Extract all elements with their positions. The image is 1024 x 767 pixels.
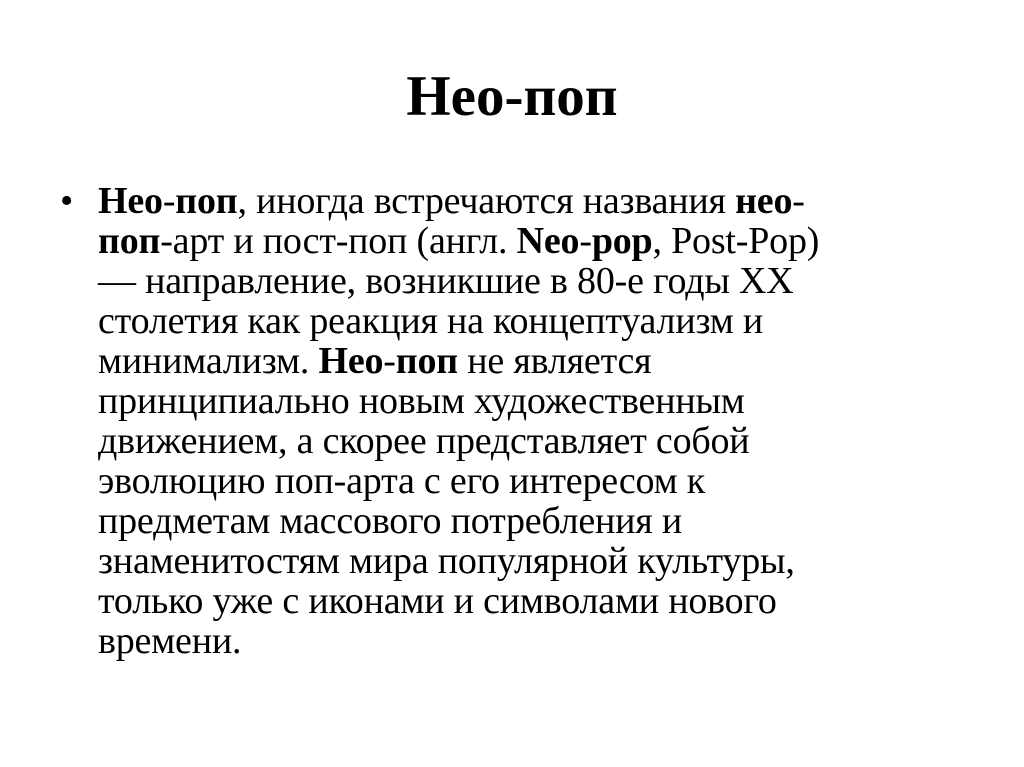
slide-title: Нео-поп: [406, 65, 618, 128]
text-line: [98, 220, 819, 262]
text-line: [98, 260, 793, 302]
text-segment: времени.: [98, 620, 242, 662]
text-segment: , иногда встречаются названия: [237, 180, 736, 222]
text-segment: -арт и пост-поп (англ.: [160, 220, 517, 262]
bold-term: поп: [98, 220, 161, 262]
text-segment: -: [162, 180, 176, 222]
bold-term: поп: [395, 340, 458, 382]
text-line: [98, 180, 805, 222]
text-segment: — направление, возникшие в 80-е годы XX: [98, 260, 794, 302]
text-segment: -: [792, 180, 805, 222]
text-segment: , Post-Pop): [652, 220, 820, 262]
bold-term: Нео: [98, 180, 163, 222]
bold-term: поп: [175, 180, 238, 222]
text-segment: -: [383, 340, 396, 382]
bold-term: Neo: [516, 220, 580, 262]
bold-term: Нео: [318, 340, 384, 382]
text-segment: -: [579, 220, 592, 262]
text-line: [98, 620, 241, 662]
text-line: [98, 300, 763, 342]
bullet-item: [60, 181, 910, 661]
text-segment: знаменитостям мира популярной культуры,: [98, 540, 795, 582]
text-segment: движением, а скорее представляет собой: [98, 420, 750, 462]
text-line: [98, 340, 651, 382]
bold-term: нео: [735, 180, 793, 222]
text-segment: столетия как реакция на концептуализм и: [98, 300, 764, 342]
text-line: [98, 540, 795, 582]
bold-term: pop: [591, 220, 653, 262]
text-segment: эволюцию поп-арта с его интересом к: [98, 460, 706, 502]
text-segment: принципиально новым художественным: [98, 380, 745, 422]
text-segment: не является: [457, 340, 652, 382]
text-line: [98, 460, 705, 502]
bullet-glyph: •: [60, 180, 74, 222]
text-line: [98, 420, 749, 462]
text-line: [98, 500, 682, 542]
text-segment: только уже с иконами и символами нового: [98, 580, 777, 622]
bullet-text: [98, 181, 910, 661]
text-line: [98, 380, 745, 422]
text-segment: предметам массового потребления и: [98, 500, 683, 542]
text-segment: минимализм.: [98, 340, 319, 382]
text-line: [98, 580, 777, 622]
